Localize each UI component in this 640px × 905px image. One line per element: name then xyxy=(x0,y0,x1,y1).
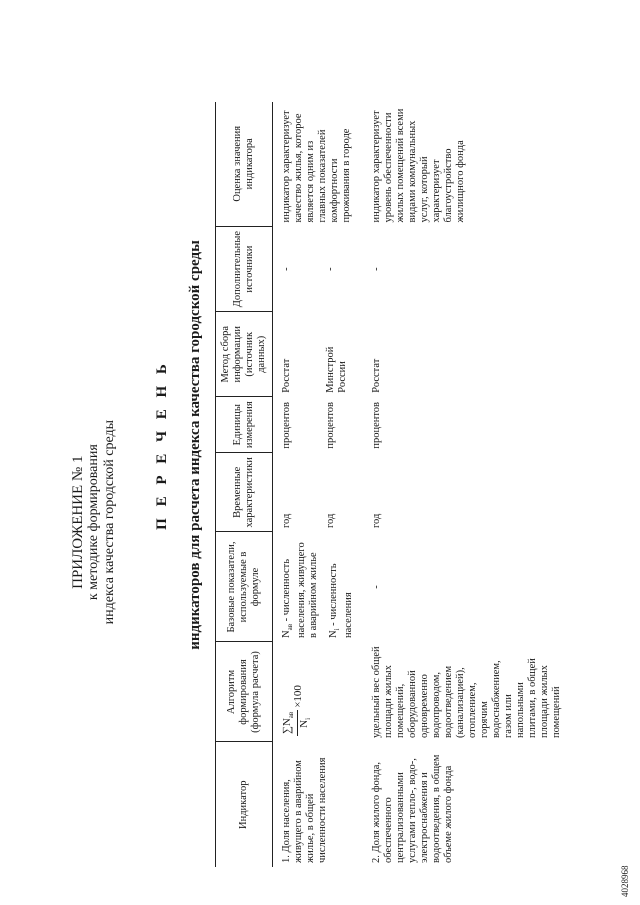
additional-value-2: - xyxy=(325,267,336,271)
denominator-symbol: N xyxy=(298,719,311,728)
method-value: Росстат xyxy=(281,358,292,393)
formula xyxy=(281,685,314,738)
row-number: 1. xyxy=(281,855,292,863)
appendix-line-2: к методике формирования xyxy=(86,444,101,601)
indicator-cell xyxy=(273,742,360,867)
base-symbol: N xyxy=(328,630,340,638)
formula-denominator xyxy=(298,718,314,728)
document-subheading: индикаторов для расчета индекса качества городской среды xyxy=(187,240,203,650)
header-units: Единицы измерения xyxy=(216,397,273,453)
indicator-cell xyxy=(359,742,567,867)
time-cell xyxy=(273,453,360,532)
table-row xyxy=(273,102,360,867)
formula-multiplier: ×100 xyxy=(291,685,304,708)
units-cell: процентов xyxy=(371,401,383,449)
table-header-row xyxy=(216,102,273,867)
header-time: Временные характеристики xyxy=(216,453,273,532)
formula-cell: удельный вес общей площади жилых помещений, оборудованной одновременно водопроводом, водоотведением (канализацией), отоплением, горячим водоснабжением, газом или напольными плитами, в общей площади жилых помещений xyxy=(371,646,563,738)
additional-cell: - xyxy=(371,267,383,271)
header-assessment: Оценка значения индикатора xyxy=(216,102,273,227)
document-number: 4028968 xyxy=(620,865,630,897)
sigma-symbol: ∑ xyxy=(281,726,293,734)
appendix-block xyxy=(70,420,118,624)
time-value: год xyxy=(281,513,292,528)
base-indicator-2 xyxy=(328,536,355,638)
formula-numerator xyxy=(281,710,298,736)
units-value-2: процентов xyxy=(325,401,336,449)
base-description: - численность населения xyxy=(328,563,355,638)
header-base-indicators: Базовые показатели, используемые в формуле xyxy=(216,532,273,642)
base-subscript: ав xyxy=(286,623,295,631)
formula-fraction xyxy=(281,710,314,736)
numerator-subscript: ав xyxy=(287,711,296,719)
base-cell xyxy=(273,532,360,642)
assessment-cell: индикатор характеризует уровень обеспеченности жилых помещений всеми видами коммунальных услуг, который характеризует благоустройство жилищного фонда xyxy=(371,108,467,223)
units-cell xyxy=(273,397,360,453)
indicators-table xyxy=(215,102,567,867)
units-value: процентов xyxy=(281,401,292,449)
method-value-2: Минстрой России xyxy=(325,346,348,393)
numerator-symbol: N xyxy=(281,718,293,727)
appendix-title: ПРИЛОЖЕНИЕ № 1 xyxy=(70,455,86,589)
method-cell: Росстат xyxy=(371,358,383,393)
additional-value: - xyxy=(281,267,292,271)
method-cell xyxy=(273,312,360,397)
base-symbol: N xyxy=(281,630,292,638)
time-cell: год xyxy=(371,513,383,528)
time-value-2: год xyxy=(325,513,336,528)
table-row xyxy=(359,102,567,867)
row-number: 2. xyxy=(371,855,383,863)
indicator-text: Доля жилого фонда, обеспеченного централизованными услугами тепло-, водо-, электроснабжения и водоотведения, в общем объеме жилого фонда xyxy=(371,754,455,863)
base-indicator-1 xyxy=(281,536,320,638)
header-method: Метод сбора информации (источник данных) xyxy=(216,312,273,397)
formula-cell xyxy=(273,642,360,742)
header-algorithm: Алгоритм формирования (формула расчета) xyxy=(216,642,273,742)
header-additional: Дополнительные источники xyxy=(216,227,273,312)
assessment-cell: индикатор характеризует качество жилья, которое является одним из главных показателей комфортности проживания в городе xyxy=(281,110,352,223)
base-description: - численность населения, живущего в аварийном жилье xyxy=(281,542,320,638)
appendix-line-3: индекса качества городской среды xyxy=(102,420,117,625)
indicator-text: Доля населения, живущего в аварийном жилье, в общей численности населения xyxy=(281,757,328,863)
denominator-subscript: i xyxy=(304,717,313,720)
document-heading: П Е Р Е Ч Е Н Ь xyxy=(154,360,170,530)
base-subscript: i xyxy=(333,628,342,631)
header-indicator: Индикатор xyxy=(216,742,273,867)
base-cell: - xyxy=(371,585,383,589)
additional-cell xyxy=(273,227,360,312)
